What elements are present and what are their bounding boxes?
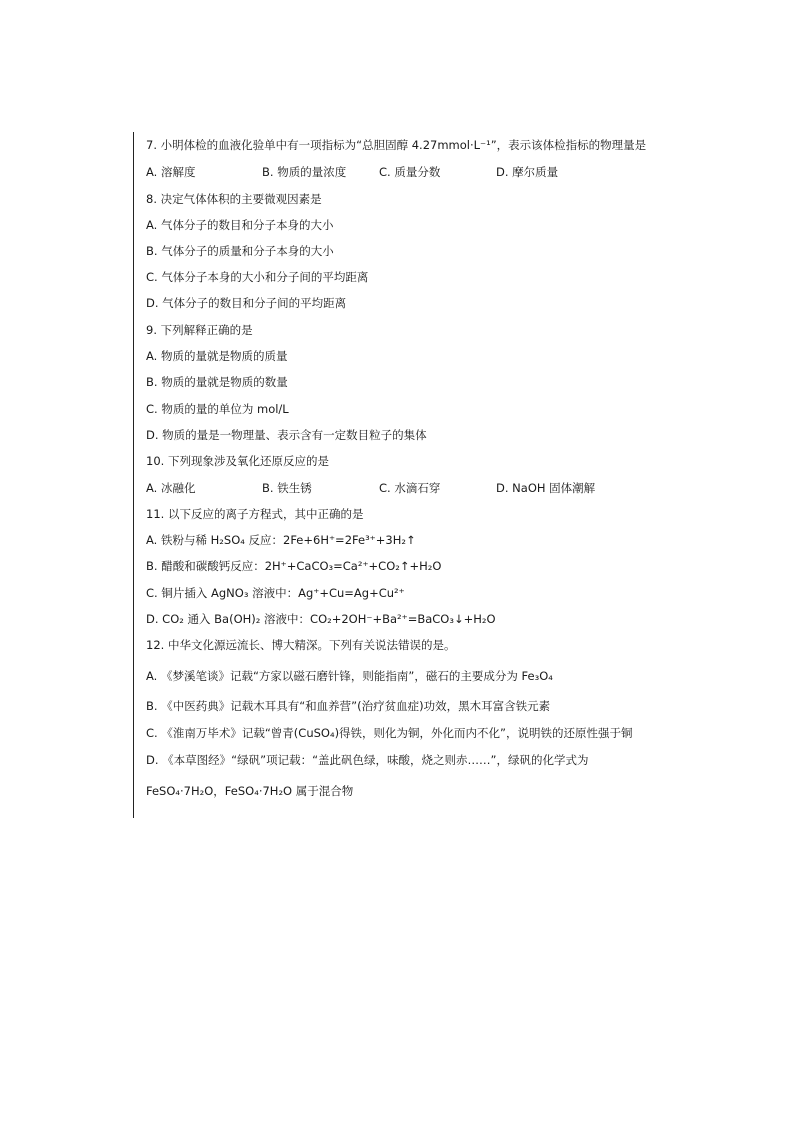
q9-option-c: C. 物质的量的单位为 mol/L <box>146 402 289 416</box>
q7-stem: 7. 小明体检的血液化验单中有一项指标为“总胆固醇 4.27mmol·L⁻¹”，表示该体检指标的物理量是 <box>146 138 647 152</box>
q10-option-a: A. 冰融化 <box>146 481 196 495</box>
q7-option-b: B. 物质的量浓度 <box>262 165 347 179</box>
q10-options <box>146 479 595 497</box>
q8-option-c: C. 气体分子本身的大小和分子间的平均距离 <box>146 270 369 284</box>
q11-option-c: C. 铜片插入 AgNO₃ 溶液中：Ag⁺+Cu=Ag+Cu²⁺ <box>146 586 405 600</box>
q12-stem: 12. 中华文化源远流长、博大精深。下列有关说法错误的是。 <box>146 638 456 652</box>
q11-option-d: D. CO₂ 通入 Ba(OH)₂ 溶液中：CO₂+2OH⁻+Ba²⁺=BaCO₃↓+H₂O <box>146 612 496 626</box>
q11-option-b: B. 醋酸和碳酸钙反应：2H⁺+CaCO₃=Ca²⁺+CO₂↑+H₂O <box>146 559 442 573</box>
q12-option-a: A. 《梦溪笔谈》记载“方家以磁石磨针锋，则能指南”，磁石的主要成分为 Fe₃O₄ <box>146 669 553 683</box>
q7-option-d: D. 摩尔质量 <box>496 165 559 179</box>
q8-stem: 8. 决定气体体积的主要微观因素是 <box>146 192 322 206</box>
margin-line <box>133 132 134 818</box>
q7-options <box>146 163 558 181</box>
q10-stem: 10. 下列现象涉及氧化还原反应的是 <box>146 454 329 468</box>
q10-option-b: B. 铁生锈 <box>262 481 312 495</box>
q7-option-c: C. 质量分数 <box>379 165 441 179</box>
q11-stem: 11. 以下反应的离子方程式，其中正确的是 <box>146 507 364 521</box>
q9-stem: 9. 下列解释正确的是 <box>146 323 253 337</box>
q12-option-d-continued: FeSO₄·7H₂O，FeSO₄·7H₂O 属于混合物 <box>146 784 354 798</box>
q9-option-d: D. 物质的量是一物理量、表示含有一定数目粒子的集体 <box>146 428 427 442</box>
q12-option-d: D. 《本草图经》“绿矾”项记载：“盖此矾色绿，味酸，烧之则赤……”，绿矾的化学式为 <box>146 753 589 767</box>
q12-option-c: C. 《淮南万毕术》记载“曾青(CuSO₄)得铁，则化为铜，外化而内不化”，说明铁的还原性强于铜 <box>146 726 633 740</box>
q10-option-c: C. 水滴石穿 <box>379 481 441 495</box>
q8-option-d: D. 气体分子的数目和分子间的平均距离 <box>146 296 347 310</box>
q9-option-b: B. 物质的量就是物质的数量 <box>146 375 288 389</box>
q11-option-a: A. 铁粉与稀 H₂SO₄ 反应：2Fe+6H⁺=2Fe³⁺+3H₂↑ <box>146 533 416 547</box>
q10-option-d: D. NaOH 固体潮解 <box>496 481 596 495</box>
q8-option-a: A. 气体分子的数目和分子本身的大小 <box>146 218 334 232</box>
q8-option-b: B. 气体分子的质量和分子本身的大小 <box>146 244 334 258</box>
q9-option-a: A. 物质的量就是物质的质量 <box>146 349 288 363</box>
q7-option-a: A. 溶解度 <box>146 165 196 179</box>
q12-option-b: B. 《中医药典》记载木耳具有“和血养营”(治疗贫血症)功效，黑木耳富含铁元素 <box>146 699 551 713</box>
